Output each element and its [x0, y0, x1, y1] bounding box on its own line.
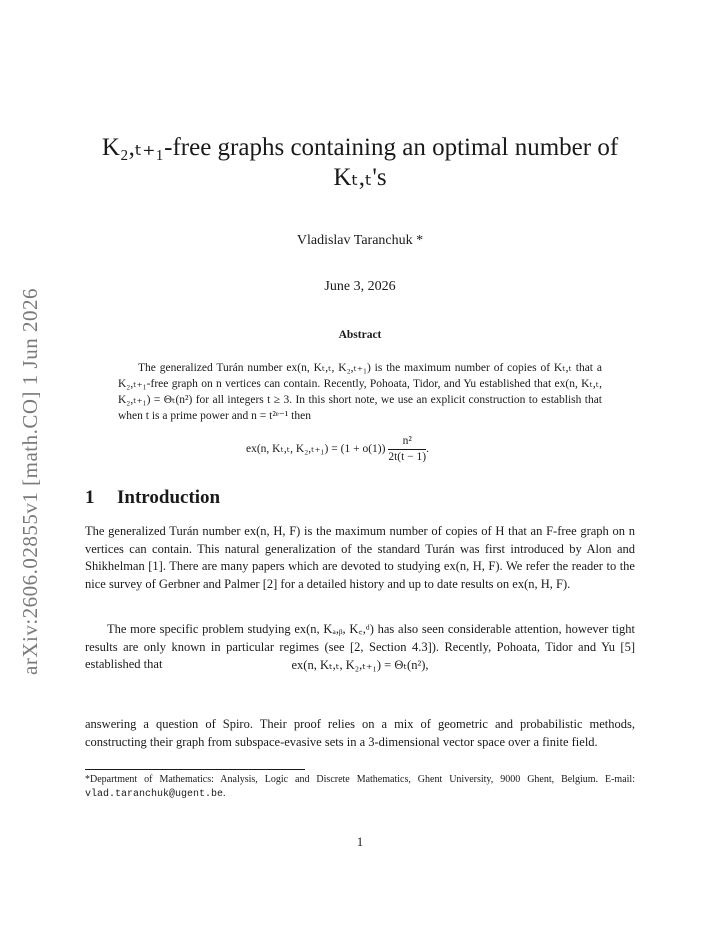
abstract-body — [118, 360, 602, 424]
title-line-2: Kₜ,ₜ's — [333, 164, 387, 191]
paragraph-text: The more specific problem studying ex(n, Kₐ,ᵦ, K꜀,ᵈ) has also seen considerable attention, however tight results are only known in particular regimes (see [2, Section 4.3]). Recently, Pohoata, Tidor and Yu [5] established that — [85, 622, 635, 671]
display-equation: ex(n, Kₜ,ₜ, K₂,ₜ₊₁) = Θₜ(n²), — [291, 658, 429, 672]
footnote-end: . — [223, 788, 226, 799]
intro-paragraph-3 — [85, 716, 635, 751]
abstract-equation-lhs: ex(n, Kₜ,ₜ, K₂,ₜ₊₁) = (1 + o(1)) — [246, 443, 386, 456]
abstract-heading: Abstract — [338, 329, 382, 341]
page-number: 1 — [356, 835, 364, 849]
abstract-equation-end: . — [426, 443, 429, 456]
paragraph-text: The generalized Turán number ex(n, H, F) is the maximum number of copies of H that an F-free graph on n vertices can contain. This natural generalization of the standard Turán was first introduced by Alon and Shikhelman [1]. There are many papers which are devoted to studying ex(n, H, F). We refer the reader to the nice survey of Gerbner and Palmer [2] for a detailed history and up to date results on ex(n, H, F). — [85, 524, 635, 591]
paragraph-text: answering a question of Spiro. Their proof relies on a mix of geometric and probabilistic methods, constructing their graph from subspace-evasive sets in a 3-dimensional vector space over a finite field. — [85, 717, 635, 749]
paper-date: June 3, 2026 — [324, 279, 396, 294]
fraction-denominator: 2t(t − 1) — [388, 451, 427, 463]
title-line-1: K₂,ₜ₊₁-free graphs containing an optimal number of — [101, 134, 619, 161]
footnote-divider — [85, 769, 305, 770]
abstract-paragraph: The generalized Turán number ex(n, Kₜ,ₜ, K₂,ₜ₊₁) is the maximum number of copies of Kₜ,ₜ that a K₂,ₜ₊₁-free graph on n vertices can contain. Recently, Pohoata, Tidor, and Yu established that ex(n, Kₜ,ₜ, K₂,ₜ₊₁) = Θₜ(n²) for all integers t ≥ 3. In this short note, we use an explicit construction to establish that when t is a prime power and n = t²ᵉ⁻¹ then — [118, 362, 602, 422]
section-title: Introduction — [117, 487, 221, 508]
abstract-equation — [246, 434, 429, 465]
arxiv-identifier-stamp: arXiv:2606.02855v1 [math.CO] 1 Jun 2026 — [18, 288, 42, 675]
section-number: 1 — [85, 487, 95, 508]
footnote-email[interactable]: vlad.taranchuk@ugent.be — [85, 789, 224, 800]
intro-paragraph-1 — [85, 523, 635, 593]
abstract-equation-fraction — [388, 434, 426, 465]
fraction-numerator: n² — [388, 434, 426, 450]
section-heading — [85, 487, 220, 509]
paper-title — [90, 133, 630, 193]
footnote-text: *Department of Mathematics: Analysis, Logic and Discrete Mathematics, Ghent University, 9000 Ghent, Belgium. E-mail: — [85, 774, 635, 785]
author-footnote — [85, 773, 635, 802]
author-name: Vladislav Taranchuk * — [296, 233, 424, 248]
